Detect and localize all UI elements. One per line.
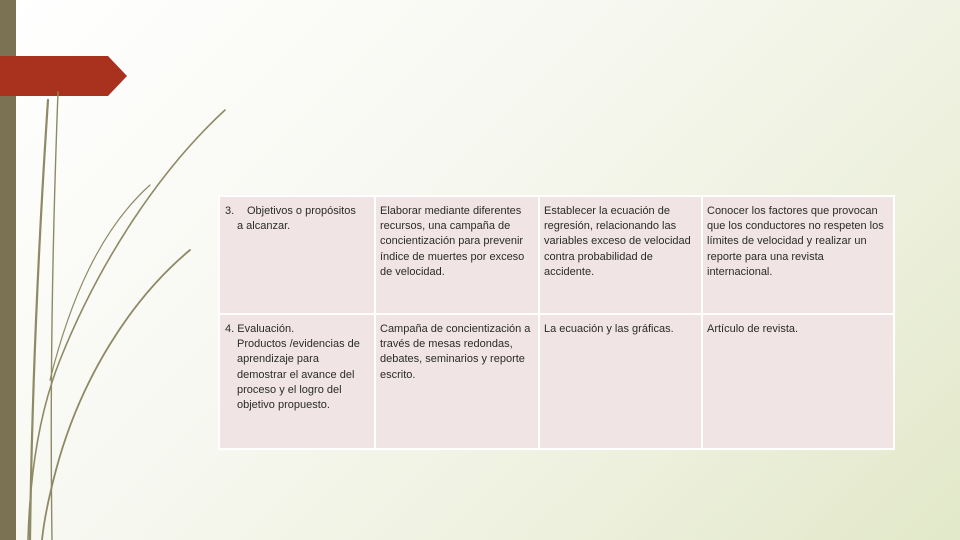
row-header-cell <box>220 197 374 313</box>
row-header-cell <box>220 315 374 448</box>
table-cell: Artículo de revista. <box>703 315 893 448</box>
row-header-title: Evaluación. <box>237 323 295 335</box>
table-cell: Campaña de concientización a través de mesas redondas, debates, seminarios y reporte escrito. <box>376 315 538 448</box>
table-row <box>220 197 893 313</box>
table-row <box>220 315 893 448</box>
row-header-title: Objetivos o propósitos <box>247 205 356 217</box>
row-number: 3. <box>225 205 235 217</box>
objectives-table <box>218 195 895 450</box>
table-cell: Conocer los factores que provocan que los conductores no respeten los límites de velocidad y realizar un reporte para una revista internacional. <box>703 197 893 313</box>
row-header-rest: a alcanzar. <box>237 220 291 233</box>
table-cell: Elaborar mediante diferentes recursos, una campaña de concientización para prevenir índice de muertes por exceso de velocidad. <box>376 197 538 313</box>
row-header-rest: Productos /evidencias de aprendizaje para demostrar el avance del proceso y el logro del objetivo propuesto. <box>237 338 360 412</box>
row-number: 4. <box>225 323 235 335</box>
table-cell: La ecuación y las gráficas. <box>540 315 701 448</box>
table-cell: Establecer la ecuación de regresión, relacionando las variables exceso de velocidad contra probabilidad de accidente. <box>540 197 701 313</box>
